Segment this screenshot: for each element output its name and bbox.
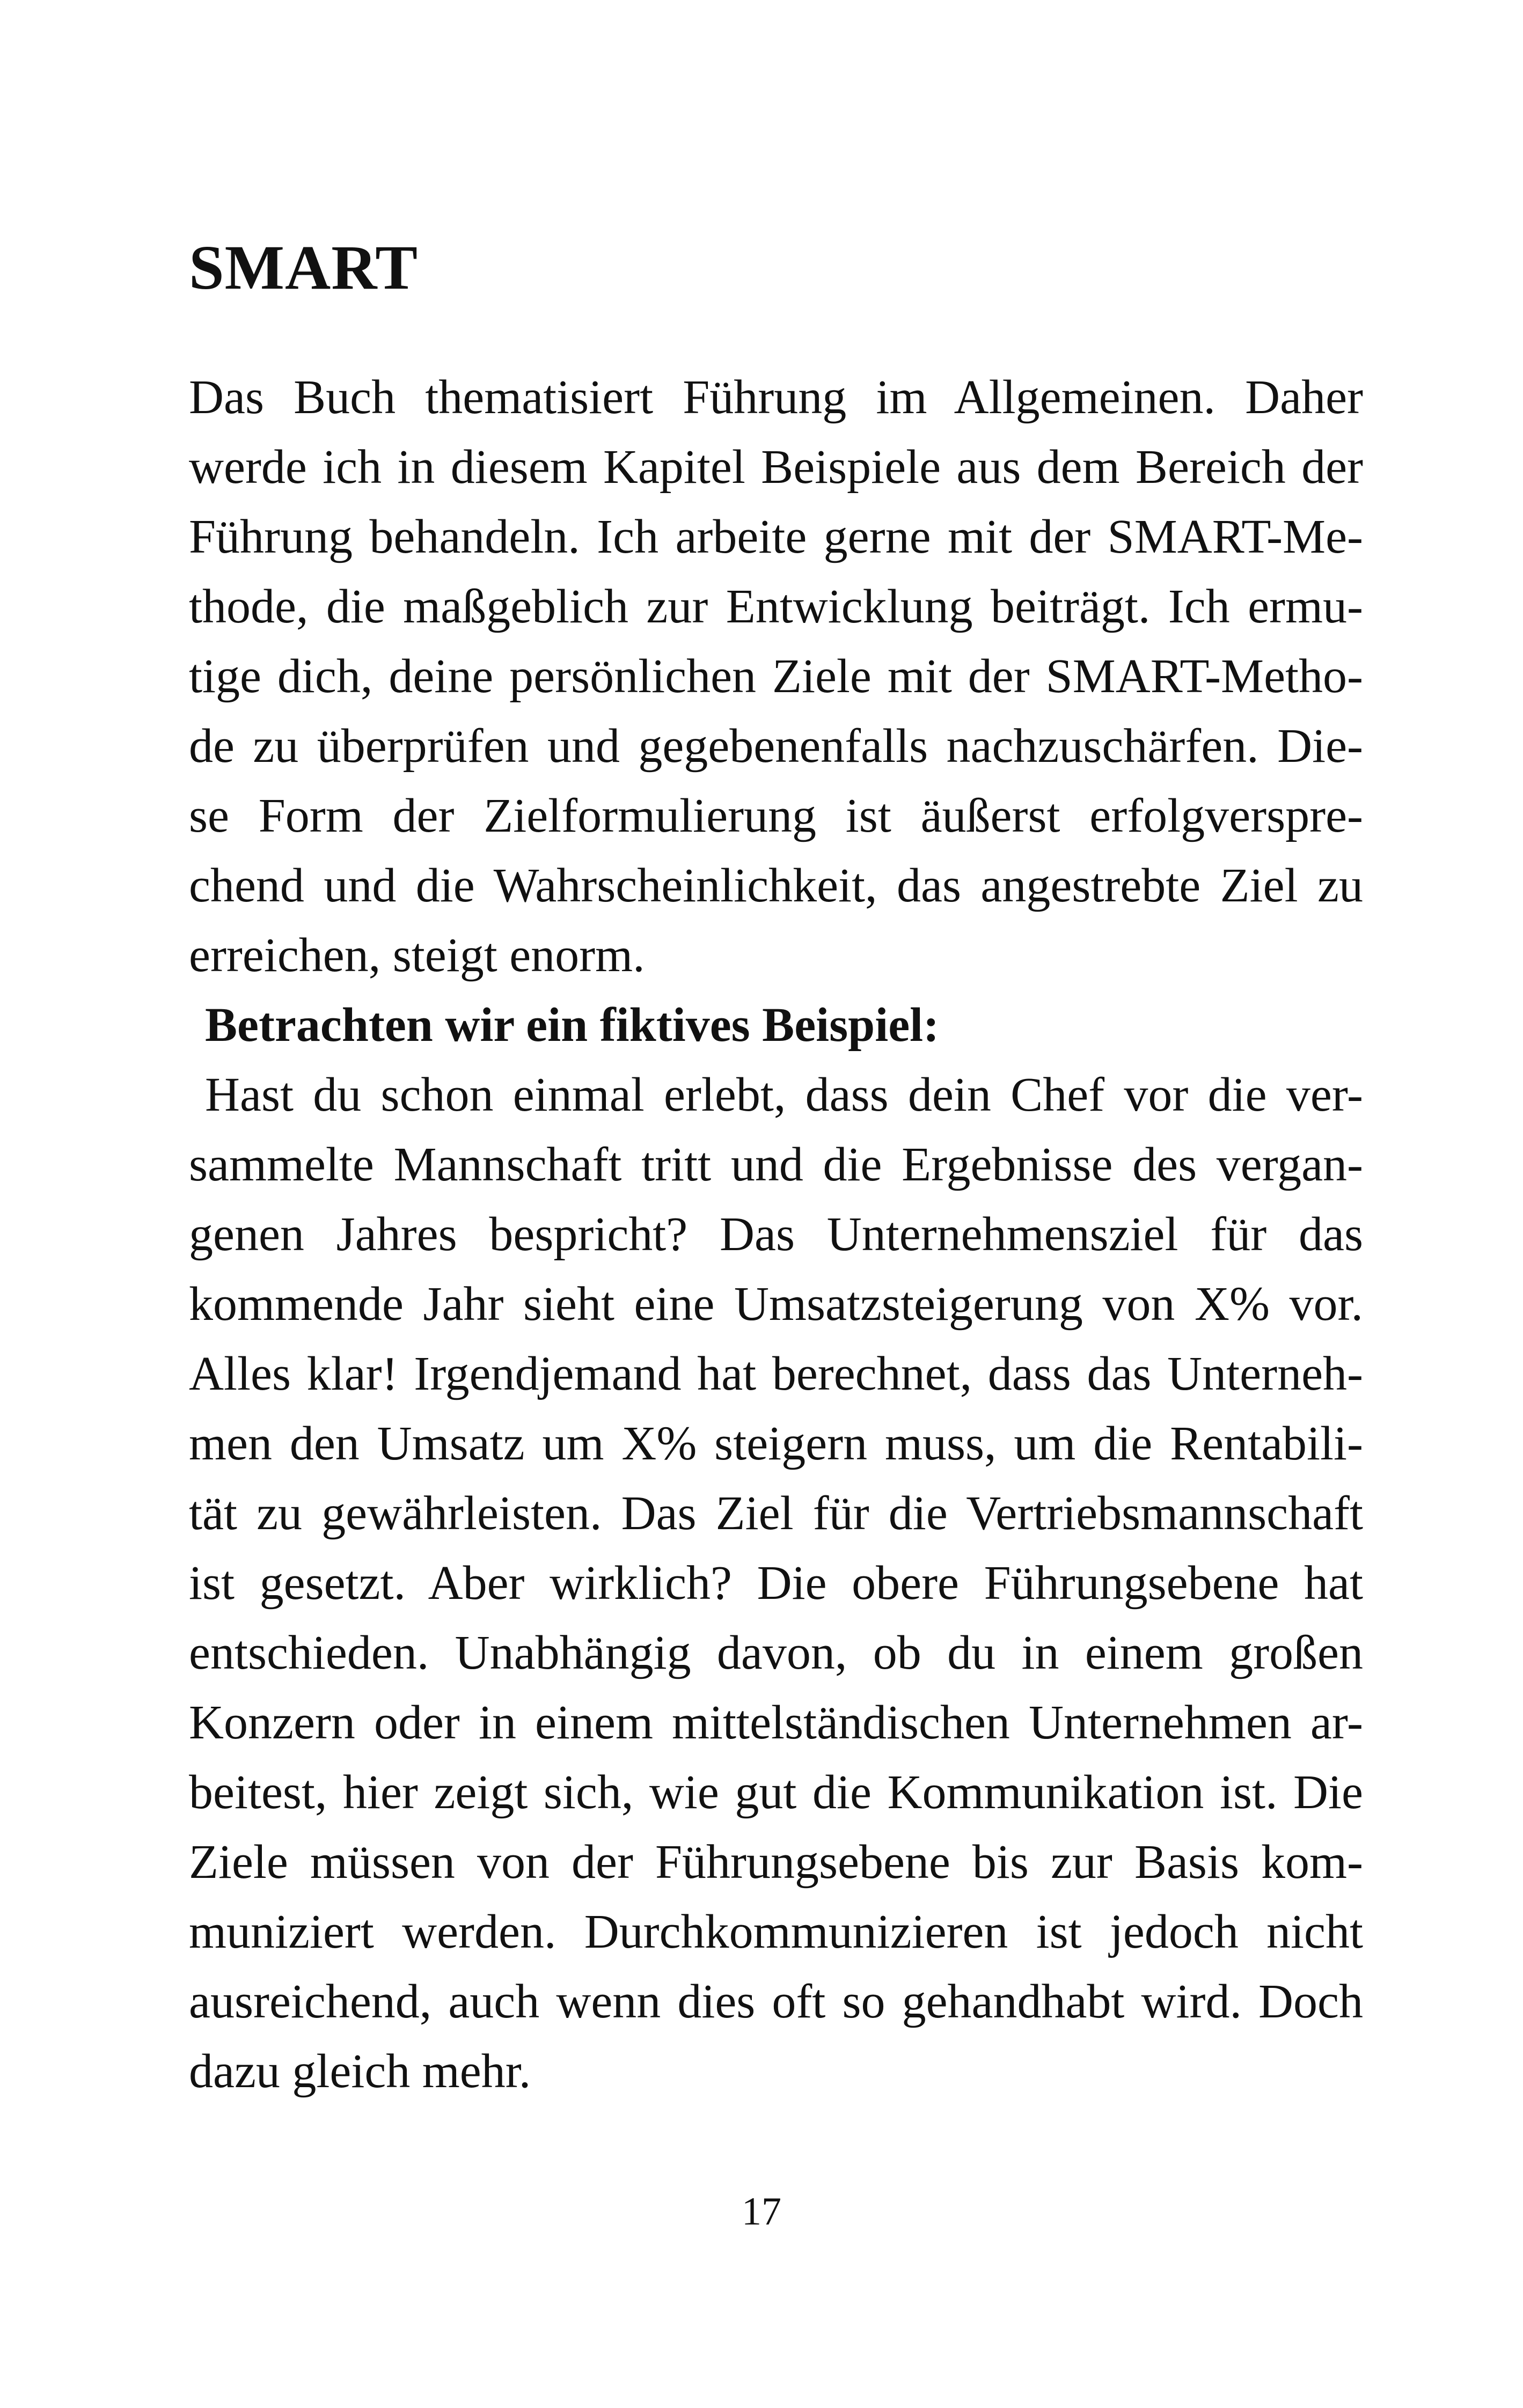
text-line: Alles klar! Irgendjemand hat berechnet, dass das Unterneh- — [189, 1347, 1363, 1400]
text-line: erreichen, steigt enorm. — [189, 929, 645, 982]
page-number: 17 — [742, 2190, 781, 2234]
text-line: chend und die Wahrscheinlichkeit, das angestrebte Ziel zu — [189, 859, 1363, 912]
paragraph-intro — [189, 363, 1363, 990]
text-line: genen Jahres bespricht? Das Unternehmensziel für das — [189, 1208, 1363, 1261]
page-content — [189, 232, 1363, 2106]
text-line: dazu gleich mehr. — [189, 2045, 531, 2098]
paragraph-example — [189, 1060, 1363, 2106]
chapter-title: SMART — [189, 232, 418, 303]
text-line: de zu überprüfen und gegebenenfalls nachzuschärfen. Die- — [189, 720, 1363, 773]
text-line: Konzern oder in einem mittelständischen Unternehmen ar- — [189, 1696, 1363, 1749]
text-line: thode, die maßgeblich zur Entwicklung beiträgt. Ich ermu- — [189, 580, 1363, 633]
text-line: Hast du schon einmal erlebt, dass dein Chef vor die ver- — [205, 1068, 1363, 1121]
text-line: men den Umsatz um X% steigern muss, um die Rentabili- — [189, 1417, 1363, 1470]
text-line: sammelte Mannschaft tritt und die Ergebnisse des vergan- — [189, 1138, 1363, 1191]
text-line: tät zu gewährleisten. Das Ziel für die Vertriebsmannschaft — [189, 1487, 1363, 1540]
text-line: werde ich in diesem Kapitel Beispiele aus dem Bereich der — [189, 441, 1363, 494]
text-line: kommende Jahr sieht eine Umsatzsteigerung von X% vor. — [189, 1278, 1363, 1331]
text-line: beitest, hier zeigt sich, wie gut die Kommunikation ist. Die — [189, 1766, 1363, 1819]
section-subheading: Betrachten wir ein fiktives Beispiel: — [205, 999, 940, 1052]
text-line: se Form der Zielformulierung ist äußerst erfolgverspre- — [189, 789, 1363, 842]
text-line: Führung behandeln. Ich arbeite gerne mit der SMART-Me- — [189, 510, 1363, 563]
text-line: Das Buch thematisiert Führung im Allgemeinen. Daher — [189, 371, 1363, 424]
text-line: ausreichend, auch wenn dies oft so gehandhabt wird. Doch — [189, 1975, 1363, 2028]
text-line: Ziele müssen von der Führungsebene bis zur Basis kom- — [189, 1836, 1363, 1889]
text-line: ist gesetzt. Aber wirklich? Die obere Führungsebene hat — [189, 1557, 1363, 1610]
text-line: muniziert werden. Durchkommunizieren ist jedoch nicht — [189, 1905, 1363, 1958]
text-line: tige dich, deine persönlichen Ziele mit der SMART-Metho- — [189, 650, 1363, 703]
text-line: entschieden. Unabhängig davon, ob du in einem großen — [189, 1626, 1363, 1679]
